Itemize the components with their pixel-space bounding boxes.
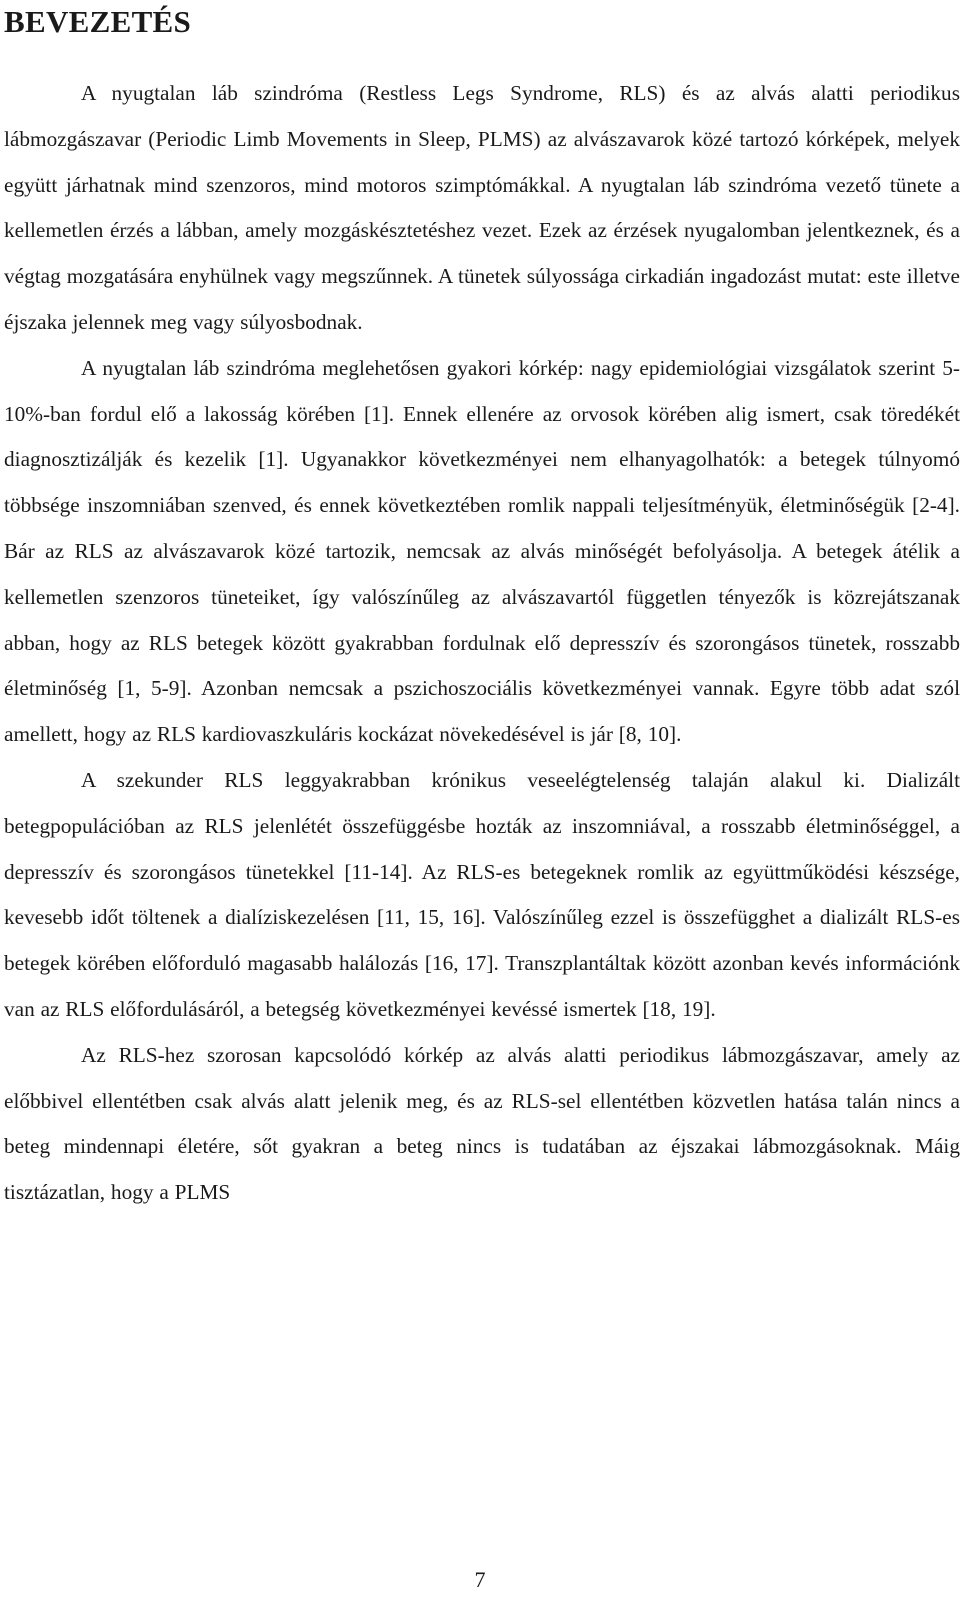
paragraph-4: Az RLS-hez szorosan kapcsolódó kórkép az alvás alatti periodikus lábmozgászavar, amely az előbbivel ellentétben csak alvás alatt jelenik meg, és az RLS-sel ellentétben közvetlen hatása talán nincs a beteg mindennapi életére, sőt gyakran a beteg nincs is tudatában az éjszakai lábmozgásoknak. Máig tisztázatlan, hogy a PLMS [4,1042,960,1205]
paragraph-1: A nyugtalan láb szindróma (Restless Legs Syndrome, RLS) és az alvás alatti periodikus lábmozgászavar (Periodic Limb Movements in Sleep, PLMS) az alvászavarok közé tartozó kórképek, melyek együtt járhatnak mind szenzoros, mind motoros szimptómákkal. A nyugtalan láb szindróma vezető tünete a kellemetlen érzés a lábban, amely mozgáskésztetéshez vezet. Ezek az érzések nyugalomban jelentkeznek, és a végtag mozgatására enyhülnek vagy megszűnnek. A tünetek súlyossága cirkadián ingadozást mutat: este illetve éjszaka jelennek meg vagy súlyosbodnak. [4,81,960,334]
paragraph-3: A szekunder RLS leggyakrabban krónikus veseelégtelenség talaján alakul ki. Dializált betegpopulációban az RLS jelenlétét összefüggésbe hozták az inszomniával, a rosszabb életminőséggel, a depresszív és szorongásos tünetekkel [11-14]. Az RLS-es betegeknek romlik az együttműködési készsége, kevesebb időt töltenek a dialíziskezelésen [11, 15, 16]. Valószínűleg ezzel is összefügghet a dializált RLS-es betegek körében előforduló magasabb halálozás [16, 17]. Transzplantáltak között azonban kevés információnk van az RLS előfordulásáról, a betegség következményei kevéssé ismertek [18, 19]. [4,767,960,1021]
section-heading: BEVEZETÉS [4,4,192,39]
paragraph-2: A nyugtalan láb szindróma meglehetősen gyakori kórkép: nagy epidemiológiai vizsgálatok szerint 5-10%-ban fordul elő a lakosság körében [1]. Ennek ellenére az orvosok körében alig ismert, csak töredékét diagnosztizálják és kezelik [1]. Ugyanakkor következményei nem elhanyagolhatók: a betegek túlnyomó többsége inszomniában szenved, és ennek következtében romlik nappali teljesítményük, életminőségük [2-4]. Bár az RLS az alvászavarok közé tartozik, nemcsak az alvás minőségét befolyásolja. A betegek átélik a kellemetlen szenzoros tüneteiket, így valószínűleg az alvászavartól független tényezők is közrejátszanak abban, hogy az RLS betegek között gyakrabban fordulnak elő depresszív és szorongásos tünetek, rosszabb életminőség [1, 5-9]. Azonban nemcsak a pszichoszociális következményei vannak. Egyre több adat szól amellett, hogy az RLS kardiovaszkuláris kockázat növekedésével is jár [8, 10]. [4,355,960,747]
body-text [4,71,960,1216]
page-number: 7 [474,1567,486,1592]
